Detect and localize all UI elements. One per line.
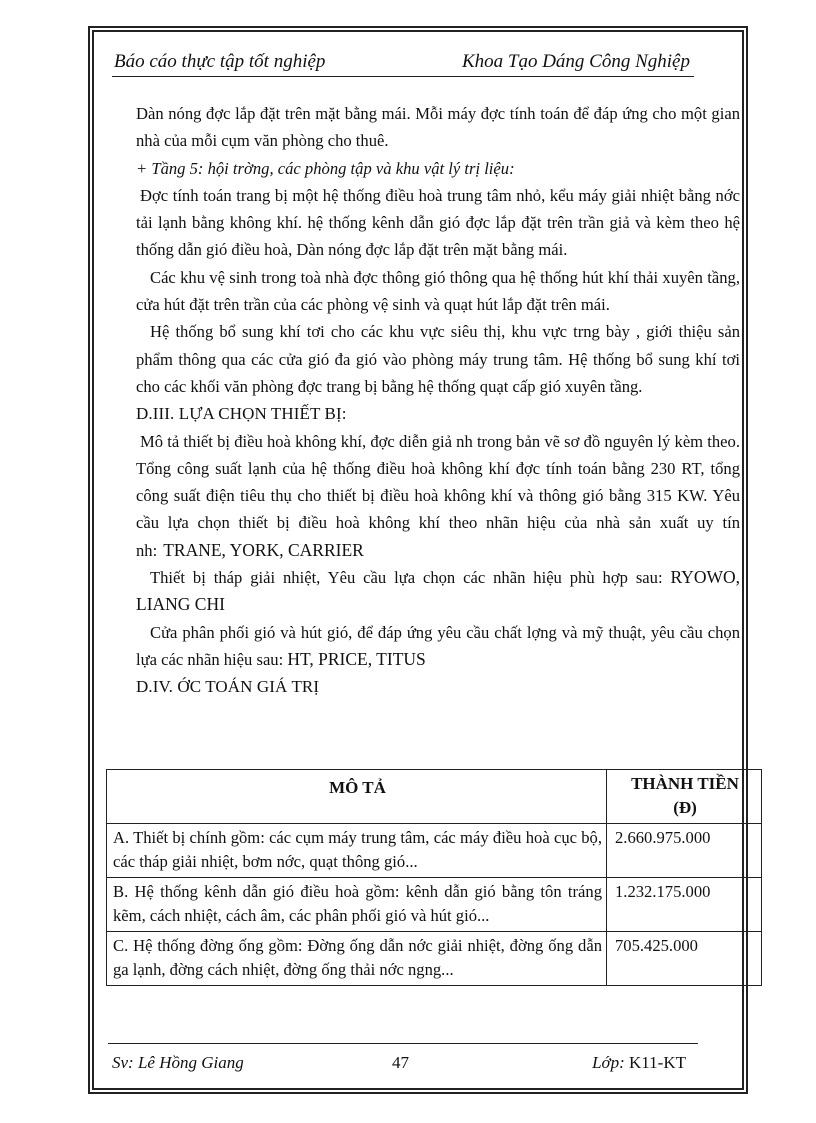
footer-divider — [108, 1043, 698, 1044]
row-amount: 2.660.975.000 — [607, 824, 762, 878]
table-row — [107, 824, 762, 878]
cost-estimate-table — [106, 769, 762, 986]
diffusers-text: Cửa phân phối gió và hút gió, để đáp ứng yêu cầu chất lợng và mỹ thuật, yêu cầu chọn lựa các nhãn hiệu sau: — [136, 622, 740, 669]
header-report-title: Báo cáo thực tập tốt nghiệp — [114, 51, 326, 72]
equipment-description-text: Mô tả thiết bị điều hoà không khí, đợc diễn giả nh trong bản vẽ sơ đồ nguyên lý kèm theo. Tổng công suất lạnh của hệ thống điều hoà không khí đợc tính toán bằng 230 RT, tổng công suất điện tiêu thụ cho thiết bị điều hoà không khí và thông gió bằng 315 KW. Yêu cầu lựa chọn thiết bị điều hoà không khí theo nhãn hiệu của nhà sản xuất uy tín nh: — [136, 431, 740, 560]
row-amount: 705.425.000 — [607, 932, 762, 986]
section-heading-cost-estimate: D.IV. ỚC TOÁN GIÁ TRỊ — [136, 677, 320, 697]
document-body — [136, 100, 740, 701]
paragraph-equipment-description — [136, 428, 740, 564]
cooling-tower-brands: RYOWO, LIANG CHI — [136, 567, 740, 615]
paragraph-outdoor-unit: Dàn nóng đợc lắp đặt trên mặt bằng mái. Mỗi máy đợc tính toán để đáp ứng cho một gian nhà của mỗi cụm văn phòng cho thuê. — [136, 104, 740, 151]
header-faculty: Khoa Tạo Dáng Công Nghiệp — [461, 51, 690, 72]
column-header-amount — [607, 770, 762, 824]
paragraph-fresh-air: Hệ thống bổ sung khí tơi cho các khu vực siêu thị, khu vực trng bày , giới thiệu sản phẩm thông qua các cửa gió đa gió vào phòng máy trung tâm. Hệ thống bổ sung khí tơi cho các khối văn phòng đợc trang bị bằng hệ thống quạt cấp gió xuyên tầng. — [136, 322, 740, 396]
row-amount: 1.232.175.000 — [607, 878, 762, 932]
footer-class-value: K11-KT — [629, 1053, 686, 1072]
footer-class-label: Lớp: — [592, 1053, 625, 1072]
footer-student: Sv: Lê Hồng Giang — [112, 1053, 244, 1072]
column-header-amount-label: THÀNH TIỀN — [631, 774, 739, 793]
table-row — [107, 878, 762, 932]
table-row — [107, 932, 762, 986]
table-header-row — [107, 770, 762, 824]
floor5-heading: + Tầng 5: hội trờng, các phòng tập và khu vật lý trị liệu: — [136, 158, 515, 178]
paragraph-toilet-ventilation: Các khu vệ sinh trong toà nhà đợc thông gió thông qua hệ thống hút khí thải xuyên tầng, cửa hút đặt trên trần của các phòng vệ sinh và quạt hút lắp đặt trên mái. — [136, 267, 740, 315]
column-header-description: MÔ TẢ — [107, 770, 607, 824]
cooling-tower-text: Thiết bị tháp giải nhiệt, Yêu cầu lựa chọn các nhãn hiệu phù hợp sau: — [150, 568, 663, 588]
section-heading-equipment-selection: D.III. LỰA CHỌN THIẾT BỊ: — [136, 404, 347, 424]
paragraph-floor5-system: Đợc tính toán trang bị một hệ thống điều hoà trung tâm nhỏ, kểu máy giải nhiệt bằng nớc tải lạnh bằng không khí. hệ thống kênh dẫn gió đợc lắp đặt trên trần giả và kèm theo hệ thống dẫn gió điều hoà, Dàn nóng đợc lắp đặt trên mặt bằng mái. — [136, 185, 740, 260]
diffuser-brands: HT, PRICE, TITUS — [287, 648, 426, 669]
column-header-amount-unit: (Đ) — [673, 798, 697, 817]
row-description: A. Thiết bị chính gồm: các cụm máy trung tâm, các máy điều hoà cục bộ, các tháp giải nhiệt, bơm nớc, quạt thông gió... — [107, 824, 607, 878]
page-number: 47 — [392, 1053, 409, 1072]
row-description: B. Hệ thống kênh dẫn gió điều hoà gồm: kênh dẫn gió bằng tôn tráng kẽm, cách nhiệt, cách âm, các phân phối gió và hút gió... — [107, 878, 607, 932]
footer-class — [592, 1053, 686, 1073]
paragraph-diffusers — [136, 619, 740, 674]
row-description: C. Hệ thống đờng ống gồm: Đờng ống dẫn nớc giải nhiệt, đờng ống dẫn ga lạnh, đờng cách nhiệt, đờng ống thải nớc ngng... — [107, 932, 607, 986]
page-header — [112, 50, 694, 77]
ac-brands: TRANE, YORK, CARRIER — [163, 539, 364, 560]
paragraph-cooling-tower — [136, 564, 740, 619]
